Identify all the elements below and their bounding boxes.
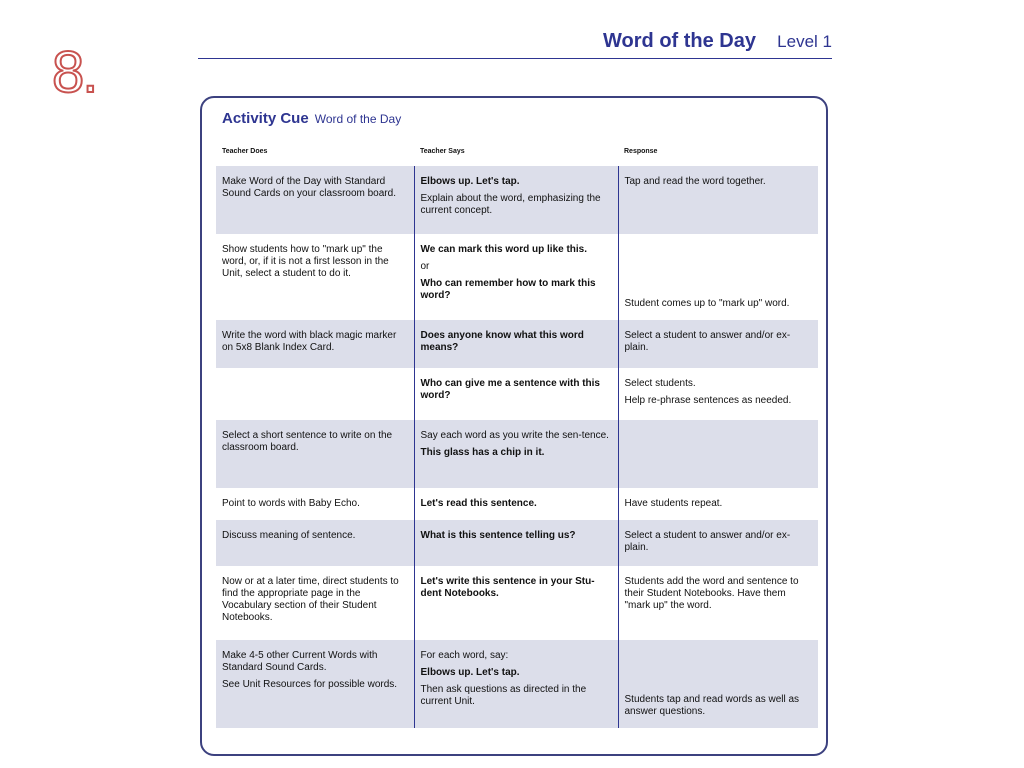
teacher-does-text: Select a short sentence to write on the classroom board. <box>222 430 393 453</box>
table-row <box>216 640 818 728</box>
page-title: Word of the Day <box>603 30 756 52</box>
table-row <box>216 320 818 368</box>
response-cell <box>618 566 818 640</box>
activity-table <box>216 142 818 728</box>
teacher-says-cell <box>414 420 618 488</box>
teacher-does-cell <box>216 234 414 320</box>
teacher-says-text: Let's write this sentence in your Stu-dent Notebooks. <box>420 576 595 599</box>
response-cell <box>618 420 818 488</box>
teacher-says-text: Let's read this sentence. <box>420 498 537 509</box>
response-text: Students add the word and sentence to their Student Notebooks. Have them "mark up" the word. <box>624 576 799 611</box>
teacher-says-text: Say each word as you write the sen-tence. <box>420 430 609 441</box>
response-cell <box>618 234 818 320</box>
teacher-does-cell <box>216 166 414 234</box>
teacher-says-cell <box>414 320 618 368</box>
table-row <box>216 566 818 640</box>
response-text: Select a student to answer and/or ex-plain. <box>624 330 791 353</box>
teacher-does-text: Write the word with black magic marker on 5x8 Blank Index Card. <box>222 330 397 353</box>
response-text: Help re-phrase sentences as needed. <box>624 395 792 406</box>
response-text: Student comes up to "mark up" word. <box>624 298 790 309</box>
teacher-does-text: Show students how to "mark up" the word, or, if it is not a first lesson in the Unit, select a student to do it. <box>222 244 389 279</box>
response-text: Students tap and read words as well as answer questions. <box>624 694 800 717</box>
response-text: Have students repeat. <box>624 498 723 509</box>
column-header-teacher-does: Teacher Does <box>222 148 268 155</box>
response-cell <box>618 320 818 368</box>
table-row <box>216 488 818 520</box>
response-cell <box>618 368 818 420</box>
teacher-does-text: Make Word of the Day with Standard Sound Cards on your classroom board. <box>222 176 396 199</box>
slide-number: 8. <box>52 40 97 105</box>
teacher-says-text: This glass has a chip in it. <box>420 447 545 458</box>
table-row <box>216 520 818 566</box>
teacher-says-cell <box>414 234 618 320</box>
teacher-does-cell <box>216 420 414 488</box>
activity-cue-label: Activity Cue <box>222 110 309 127</box>
teacher-says-cell <box>414 166 618 234</box>
response-cell <box>618 166 818 234</box>
teacher-says-text: Then ask questions as directed in the current Unit. <box>420 684 587 707</box>
teacher-says-text: Elbows up. Let's tap. <box>420 667 520 678</box>
response-cell <box>618 640 818 728</box>
teacher-says-cell <box>414 640 618 728</box>
table-row <box>216 368 818 420</box>
response-text: Select students. <box>624 378 696 389</box>
teacher-does-cell <box>216 520 414 566</box>
teacher-says-text: or <box>420 261 430 272</box>
teacher-does-text: See Unit Resources for possible words. <box>222 679 398 690</box>
teacher-does-text: Now or at a later time, direct students to find the appropriate page in the Vocabulary section of their Student Notebooks. <box>222 576 399 623</box>
response-cell <box>618 488 818 520</box>
activity-cue-subtitle: Word of the Day <box>314 112 402 126</box>
teacher-says-text: Does anyone know what this word means? <box>420 330 584 353</box>
teacher-says-text: What is this sentence telling us? <box>420 530 576 541</box>
activity-rows <box>216 166 818 728</box>
teacher-does-text: Point to words with Baby Echo. <box>222 498 360 509</box>
response-text: Tap and read the word together. <box>624 176 766 187</box>
column-header-teacher-says: Teacher Says <box>420 148 465 155</box>
teacher-does-cell <box>216 368 414 420</box>
page-header <box>198 30 832 59</box>
teacher-says-cell <box>414 566 618 640</box>
activity-card <box>200 96 828 756</box>
teacher-does-text: Discuss meaning of sentence. <box>222 530 356 541</box>
teacher-says-text: For each word, say: <box>420 650 509 661</box>
table-row <box>216 234 818 320</box>
teacher-does-cell <box>216 566 414 640</box>
teacher-does-cell <box>216 320 414 368</box>
teacher-does-cell <box>216 488 414 520</box>
activity-cue-heading <box>222 110 401 128</box>
teacher-says-text: Who can give me a sentence with this word? <box>420 378 600 401</box>
teacher-says-cell <box>414 368 618 420</box>
teacher-says-text: Explain about the word, emphasizing the current concept. <box>420 193 601 216</box>
table-row <box>216 166 818 234</box>
teacher-says-text: We can mark this word up like this. <box>420 244 588 255</box>
teacher-does-text: Make 4-5 other Current Words with Standard Sound Cards. <box>222 650 378 673</box>
response-text: Select a student to answer and/or ex-plain. <box>624 530 791 553</box>
teacher-says-cell <box>414 488 618 520</box>
response-cell <box>618 520 818 566</box>
teacher-does-cell <box>216 640 414 728</box>
table-row <box>216 420 818 488</box>
teacher-says-cell <box>414 520 618 566</box>
column-header-response: Response <box>624 148 658 155</box>
level-label: Level 1 <box>777 32 832 51</box>
teacher-says-text: Elbows up. Let's tap. <box>420 176 520 187</box>
teacher-says-text: Who can remember how to mark this word? <box>420 278 596 301</box>
